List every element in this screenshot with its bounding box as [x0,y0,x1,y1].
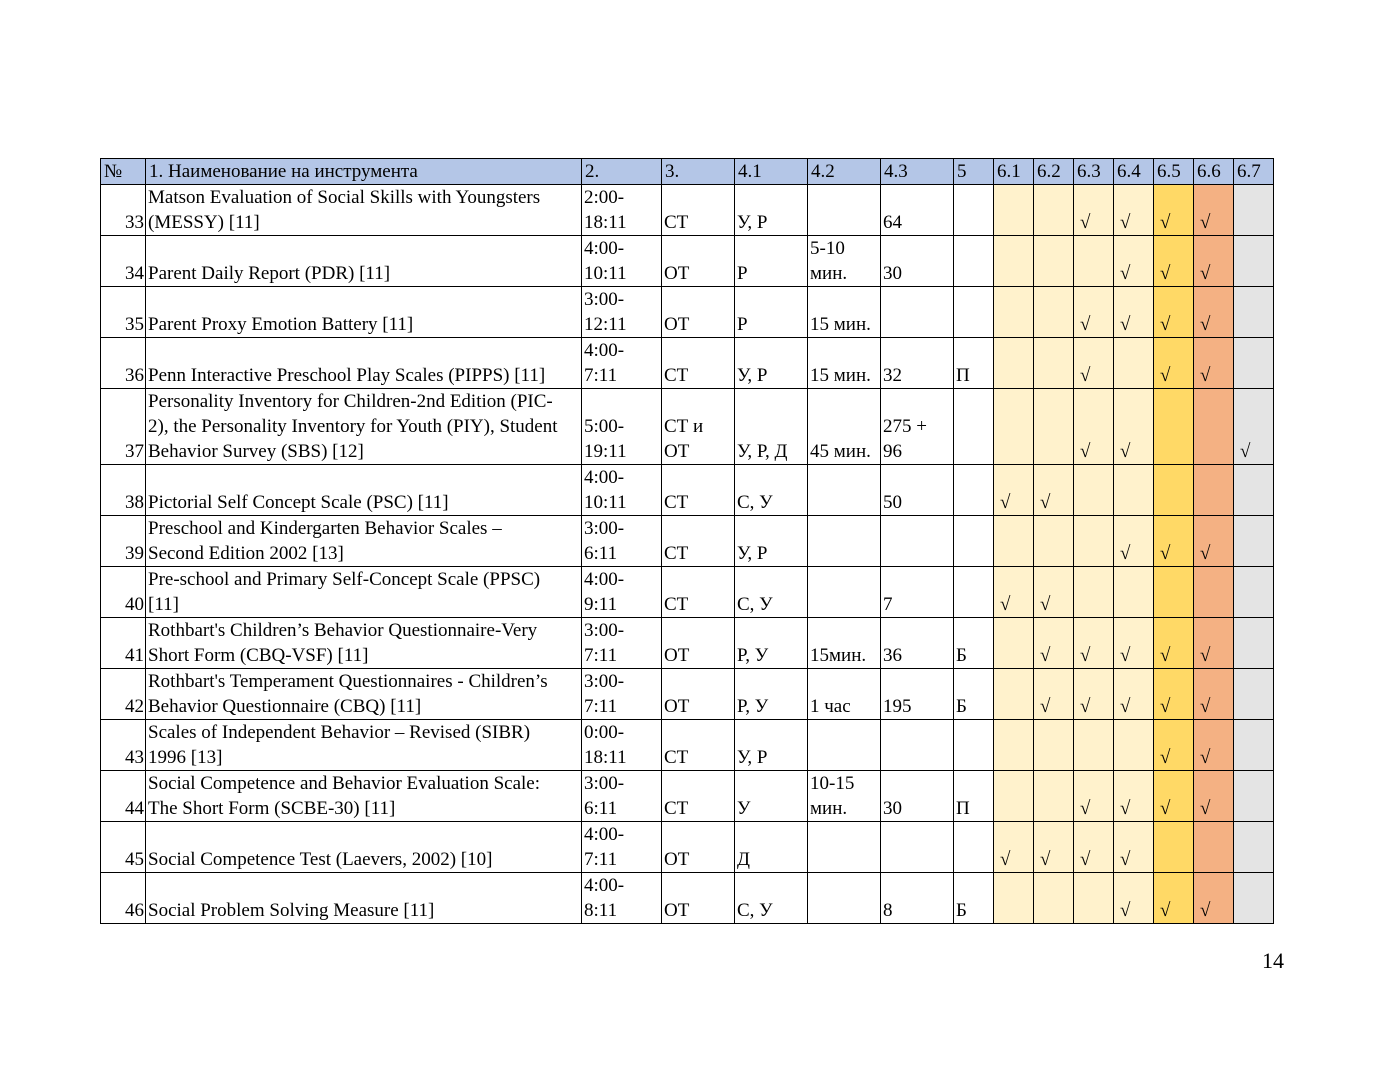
age-range-cell: 4:00- 10:11 [582,236,662,287]
col-4-2-cell: 5-10 мин. [808,236,881,287]
check-cell-6-3 [1074,720,1114,771]
check-cell-6-7 [1234,771,1274,822]
header-cell: 5 [954,159,994,185]
check-cell-6-2: √ [1034,567,1074,618]
instrument-name-cell: Personality Inventory for Children-2nd Edition (PIC- 2), the Personality Inventory for Youth (PIY), Student Behavior Survey (SBS) [12] [146,389,582,465]
check-cell-6-1 [994,185,1034,236]
col-3-cell: СТ [662,516,735,567]
col-4-2-cell: 15мин. [808,618,881,669]
instrument-name-cell: Rothbart's Children’s Behavior Questionnaire-Very Short Form (CBQ-VSF) [11] [146,618,582,669]
header-cell: 2. [582,159,662,185]
col-4-2-cell: 10-15 мин. [808,771,881,822]
check-cell-6-1 [994,389,1034,465]
check-cell-6-1 [994,771,1034,822]
table-header-row [101,159,1274,185]
table-row [101,873,1274,924]
check-cell-6-1 [994,516,1034,567]
col-3-cell: ОТ [662,236,735,287]
col-4-2-cell: 1 час [808,669,881,720]
check-cell-6-3: √ [1074,822,1114,873]
row-number-cell: 38 [101,465,146,516]
check-cell-6-4 [1114,567,1154,618]
header-cell: 6.7 [1234,159,1274,185]
row-number-cell: 37 [101,389,146,465]
age-range-cell: 0:00- 18:11 [582,720,662,771]
age-range-cell: 3:00- 12:11 [582,287,662,338]
col-4-2-cell: 15 мин. [808,338,881,389]
age-range-cell: 4:00- 10:11 [582,465,662,516]
check-cell-6-1: √ [994,822,1034,873]
age-range-cell: 3:00- 7:11 [582,669,662,720]
header-cell: 6.4 [1114,159,1154,185]
check-cell-6-5: √ [1154,771,1194,822]
check-cell-6-1 [994,236,1034,287]
header-cell: 4.1 [735,159,808,185]
check-cell-6-2 [1034,389,1074,465]
check-cell-6-2: √ [1034,669,1074,720]
check-cell-6-3: √ [1074,669,1114,720]
check-cell-6-2 [1034,516,1074,567]
check-cell-6-3 [1074,236,1114,287]
col-4-2-cell: 15 мин. [808,287,881,338]
table-row [101,465,1274,516]
instrument-name-cell: Parent Daily Report (PDR) [11] [146,236,582,287]
header-cell: 6.1 [994,159,1034,185]
check-cell-6-4 [1114,720,1154,771]
check-cell-6-7 [1234,873,1274,924]
col-4-3-cell: 32 [881,338,954,389]
check-cell-6-1: √ [994,567,1034,618]
check-cell-6-4: √ [1114,771,1154,822]
col-4-2-cell [808,516,881,567]
check-cell-6-2: √ [1034,465,1074,516]
col-3-cell: СТ [662,465,735,516]
col-3-cell: ОТ [662,669,735,720]
check-cell-6-6: √ [1194,185,1234,236]
check-cell-6-1 [994,618,1034,669]
check-cell-6-4: √ [1114,669,1154,720]
row-number-cell: 46 [101,873,146,924]
row-number-cell: 43 [101,720,146,771]
check-cell-6-5 [1154,567,1194,618]
instrument-name-cell: Rothbart's Temperament Questionnaires - Children’s Behavior Questionnaire (CBQ) [11] [146,669,582,720]
header-cell: 6.5 [1154,159,1194,185]
col-3-cell: СТ [662,771,735,822]
check-cell-6-7 [1234,822,1274,873]
check-cell-6-2 [1034,287,1074,338]
check-cell-6-4: √ [1114,185,1154,236]
col-3-cell: СТ и ОТ [662,389,735,465]
check-cell-6-7 [1234,567,1274,618]
col-4-1-cell: У, Р, Д [735,389,808,465]
check-cell-6-2 [1034,720,1074,771]
col-5-cell [954,236,994,287]
row-number-cell: 36 [101,338,146,389]
check-cell-6-7 [1234,669,1274,720]
table-row [101,287,1274,338]
col-4-2-cell [808,822,881,873]
col-5-cell: Б [954,618,994,669]
col-4-3-cell: 64 [881,185,954,236]
instrument-name-cell: Social Problem Solving Measure [11] [146,873,582,924]
check-cell-6-3: √ [1074,618,1114,669]
col-4-3-cell [881,822,954,873]
header-cell: 4.2 [808,159,881,185]
instrument-name-cell: Parent Proxy Emotion Battery [11] [146,287,582,338]
col-5-cell: П [954,771,994,822]
col-5-cell [954,287,994,338]
col-4-3-cell: 8 [881,873,954,924]
row-number-cell: 41 [101,618,146,669]
check-cell-6-1 [994,338,1034,389]
check-cell-6-5: √ [1154,236,1194,287]
col-5-cell [954,822,994,873]
check-cell-6-3: √ [1074,338,1114,389]
check-cell-6-7 [1234,338,1274,389]
check-cell-6-2 [1034,873,1074,924]
check-cell-6-3: √ [1074,771,1114,822]
age-range-cell: 3:00- 6:11 [582,516,662,567]
check-cell-6-5: √ [1154,338,1194,389]
table-row [101,720,1274,771]
header-cell: 4.3 [881,159,954,185]
check-cell-6-5: √ [1154,720,1194,771]
col-4-1-cell: Р, У [735,669,808,720]
col-4-3-cell: 30 [881,771,954,822]
header-cell: № [101,159,146,185]
check-cell-6-4: √ [1114,516,1154,567]
col-4-2-cell [808,465,881,516]
check-cell-6-6: √ [1194,236,1234,287]
instrument-name-cell: Penn Interactive Preschool Play Scales (PIPPS) [11] [146,338,582,389]
col-5-cell [954,389,994,465]
col-3-cell: СТ [662,185,735,236]
row-number-cell: 44 [101,771,146,822]
col-3-cell: ОТ [662,618,735,669]
check-cell-6-6: √ [1194,771,1234,822]
check-cell-6-3 [1074,567,1114,618]
check-cell-6-6 [1194,389,1234,465]
check-cell-6-1 [994,873,1034,924]
instrument-name-cell: Social Competence and Behavior Evaluation Scale: The Short Form (SCBE-30) [11] [146,771,582,822]
age-range-cell: 4:00- 9:11 [582,567,662,618]
check-cell-6-5 [1154,389,1194,465]
check-cell-6-5: √ [1154,669,1194,720]
col-4-2-cell: 45 мин. [808,389,881,465]
col-4-3-cell: 195 [881,669,954,720]
col-4-1-cell: Д [735,822,808,873]
col-3-cell: СТ [662,720,735,771]
col-4-3-cell: 30 [881,236,954,287]
col-4-3-cell [881,720,954,771]
age-range-cell: 4:00- 7:11 [582,338,662,389]
check-cell-6-2 [1034,338,1074,389]
check-cell-6-7 [1234,720,1274,771]
age-range-cell: 3:00- 7:11 [582,618,662,669]
table-body [101,185,1274,924]
check-cell-6-6: √ [1194,287,1234,338]
col-4-3-cell: 36 [881,618,954,669]
page-number: 14 [1262,948,1284,973]
check-cell-6-2 [1034,236,1074,287]
check-cell-6-4: √ [1114,822,1154,873]
age-range-cell: 4:00- 7:11 [582,822,662,873]
table-row [101,389,1274,465]
col-3-cell: ОТ [662,287,735,338]
col-4-1-cell: У, Р [735,338,808,389]
col-4-2-cell [808,873,881,924]
check-cell-6-2: √ [1034,822,1074,873]
col-4-1-cell: Р [735,287,808,338]
check-cell-6-3 [1074,465,1114,516]
col-4-1-cell: С, У [735,873,808,924]
check-cell-6-4 [1114,338,1154,389]
row-number-cell: 42 [101,669,146,720]
check-cell-6-1 [994,720,1034,771]
col-4-1-cell: Р [735,236,808,287]
check-cell-6-4 [1114,465,1154,516]
col-4-1-cell: С, У [735,567,808,618]
row-number-cell: 33 [101,185,146,236]
col-4-3-cell: 7 [881,567,954,618]
col-4-1-cell: У, Р [735,720,808,771]
check-cell-6-1: √ [994,465,1034,516]
table-row [101,771,1274,822]
row-number-cell: 35 [101,287,146,338]
check-cell-6-5: √ [1154,618,1194,669]
check-cell-6-3: √ [1074,389,1114,465]
check-cell-6-5 [1154,465,1194,516]
col-4-2-cell [808,185,881,236]
check-cell-6-3 [1074,873,1114,924]
header-cell: 1. Наименование на инструмента [146,159,582,185]
instrument-name-cell: Pre-school and Primary Self-Concept Scale (PPSC) [11] [146,567,582,618]
col-3-cell: СТ [662,567,735,618]
col-3-cell: ОТ [662,822,735,873]
age-range-cell: 5:00- 19:11 [582,389,662,465]
instruments-table [100,158,1274,924]
check-cell-6-6: √ [1194,516,1234,567]
col-4-1-cell: У, Р [735,185,808,236]
check-cell-6-6: √ [1194,338,1234,389]
check-cell-6-6: √ [1194,618,1234,669]
check-cell-6-7 [1234,618,1274,669]
col-4-2-cell [808,720,881,771]
header-cell: 6.2 [1034,159,1074,185]
col-4-3-cell: 50 [881,465,954,516]
table-row [101,618,1274,669]
row-number-cell: 39 [101,516,146,567]
check-cell-6-2 [1034,185,1074,236]
instrument-name-cell: Pictorial Self Concept Scale (PSC) [11] [146,465,582,516]
col-4-1-cell: Р, У [735,618,808,669]
age-range-cell: 3:00- 6:11 [582,771,662,822]
age-range-cell: 2:00- 18:11 [582,185,662,236]
age-range-cell: 4:00- 8:11 [582,873,662,924]
instrument-name-cell: Social Competence Test (Laevers, 2002) [10] [146,822,582,873]
check-cell-6-7 [1234,465,1274,516]
row-number-cell: 45 [101,822,146,873]
check-cell-6-6 [1194,567,1234,618]
table-row [101,822,1274,873]
check-cell-6-6 [1194,465,1234,516]
col-5-cell [954,465,994,516]
check-cell-6-4: √ [1114,618,1154,669]
instrument-name-cell: Preschool and Kindergarten Behavior Scales – Second Edition 2002 [13] [146,516,582,567]
check-cell-6-2 [1034,771,1074,822]
check-cell-6-1 [994,287,1034,338]
col-5-cell: Б [954,669,994,720]
col-5-cell [954,185,994,236]
table-row [101,516,1274,567]
table-row [101,338,1274,389]
col-4-2-cell [808,567,881,618]
header-cell: 3. [662,159,735,185]
check-cell-6-6: √ [1194,669,1234,720]
check-cell-6-3 [1074,516,1114,567]
check-cell-6-5: √ [1154,873,1194,924]
row-number-cell: 40 [101,567,146,618]
check-cell-6-7 [1234,287,1274,338]
check-cell-6-4: √ [1114,873,1154,924]
instrument-name-cell: Scales of Independent Behavior – Revised (SIBR) 1996 [13] [146,720,582,771]
col-5-cell [954,516,994,567]
check-cell-6-6 [1194,822,1234,873]
header-cell: 6.6 [1194,159,1234,185]
check-cell-6-4: √ [1114,287,1154,338]
col-3-cell: СТ [662,338,735,389]
col-4-3-cell: 275 + 96 [881,389,954,465]
check-cell-6-3: √ [1074,287,1114,338]
col-4-1-cell: У [735,771,808,822]
check-cell-6-5: √ [1154,287,1194,338]
instrument-name-cell: Matson Evaluation of Social Skills with Youngsters (MESSY) [11] [146,185,582,236]
col-4-1-cell: С, У [735,465,808,516]
table-row [101,567,1274,618]
check-cell-6-5: √ [1154,185,1194,236]
col-5-cell [954,567,994,618]
check-cell-6-4: √ [1114,236,1154,287]
check-cell-6-5 [1154,822,1194,873]
check-cell-6-6: √ [1194,873,1234,924]
table-row [101,185,1274,236]
col-4-3-cell [881,516,954,567]
check-cell-6-7 [1234,516,1274,567]
table-row [101,669,1274,720]
check-cell-6-1 [994,669,1034,720]
check-cell-6-5: √ [1154,516,1194,567]
col-4-1-cell: У, Р [735,516,808,567]
check-cell-6-4: √ [1114,389,1154,465]
check-cell-6-2: √ [1034,618,1074,669]
col-5-cell [954,720,994,771]
row-number-cell: 34 [101,236,146,287]
check-cell-6-7: √ [1234,389,1274,465]
header-cell: 6.3 [1074,159,1114,185]
col-5-cell: П [954,338,994,389]
check-cell-6-6: √ [1194,720,1234,771]
check-cell-6-3: √ [1074,185,1114,236]
col-4-3-cell [881,287,954,338]
check-cell-6-7 [1234,236,1274,287]
col-5-cell: Б [954,873,994,924]
check-cell-6-7 [1234,185,1274,236]
col-3-cell: ОТ [662,873,735,924]
table-row [101,236,1274,287]
